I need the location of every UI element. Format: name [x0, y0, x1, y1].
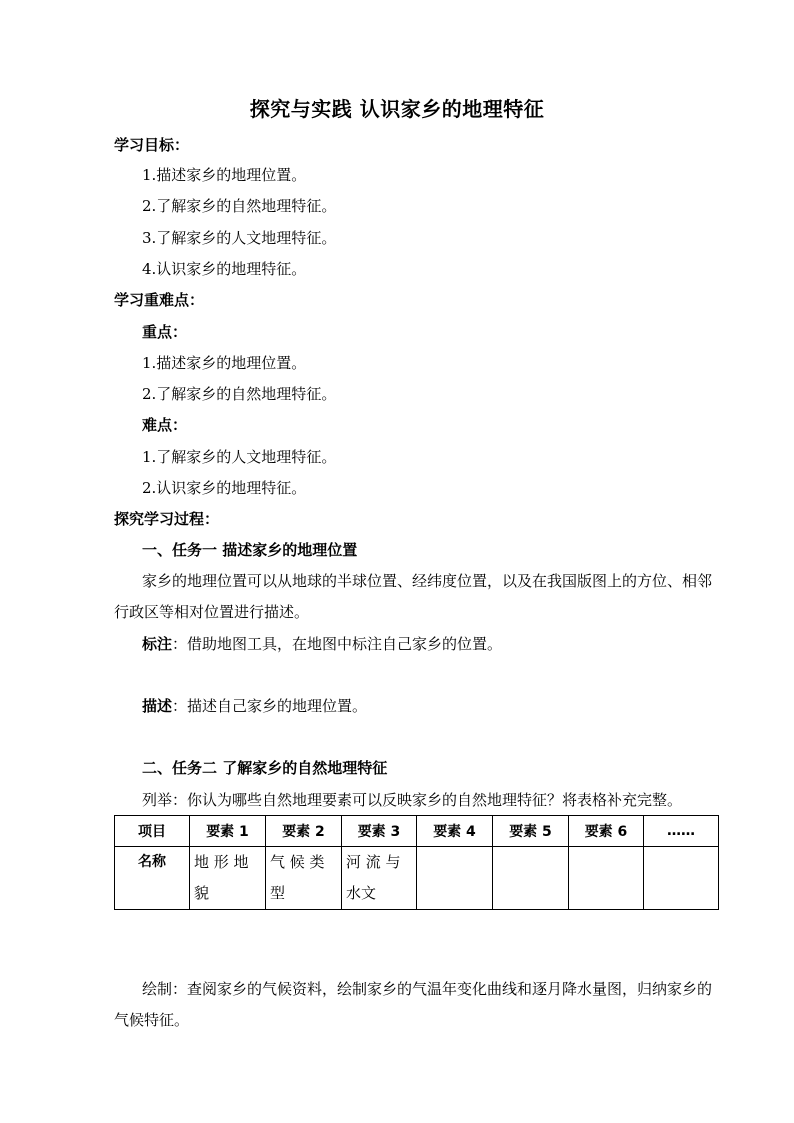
key-difficult-heading: 学习重难点： — [114, 291, 205, 309]
table-cell[interactable] — [644, 847, 719, 910]
table-cell[interactable] — [417, 847, 493, 910]
table-header-cell: 项目 — [115, 816, 190, 847]
describe-label: 描述 — [142, 697, 173, 715]
table-header-row — [115, 816, 719, 847]
table-cell[interactable] — [493, 847, 569, 910]
table-header-cell: 要素 1 — [190, 816, 266, 847]
task1-describe-line — [142, 695, 367, 717]
task1-heading: 一、任务一 描述家乡的地理位置 — [142, 541, 358, 559]
table-header-cell: 要素 4 — [417, 816, 493, 847]
task1-mark-line — [142, 633, 502, 655]
key-point-item: 1.描述家乡的地理位置。 — [142, 354, 307, 372]
key-point-item: 2.了解家乡的自然地理特征。 — [142, 385, 337, 403]
table-cell[interactable]: 河 流 与水文 — [342, 847, 417, 910]
table-header-cell: 要素 2 — [266, 816, 342, 847]
objective-item: 4.认识家乡的地理特征。 — [142, 260, 307, 278]
task2-heading: 二、任务二 了解家乡的自然地理特征 — [142, 759, 388, 777]
objective-item: 1.描述家乡的地理位置。 — [142, 166, 307, 184]
task1-paragraph: 家乡的地理位置可以从地球的半球位置、经纬度位置，以及在我国版图上的方位、相邻行政区等相对位置进行描述。 — [114, 572, 713, 621]
describe-text: ：描述自己家乡的地理位置。 — [172, 697, 368, 715]
table-header-cell: 要素 6 — [569, 816, 644, 847]
table-header-cell: 要素 5 — [493, 816, 569, 847]
mark-label: 标注 — [142, 635, 173, 653]
objective-item: 3.了解家乡的人文地理特征。 — [142, 229, 337, 247]
process-heading: 探究学习过程： — [114, 510, 220, 528]
key-points-label: 重点： — [142, 323, 188, 341]
table-cell[interactable]: 地 形 地貌 — [190, 847, 266, 910]
table-cell[interactable] — [569, 847, 644, 910]
table-header-cell: …… — [644, 816, 719, 847]
difficult-point-item: 1.了解家乡的人文地理特征。 — [142, 448, 337, 466]
table-cell[interactable]: 气 候 类型 — [266, 847, 342, 910]
elements-table — [114, 815, 719, 910]
objective-item: 2.了解家乡的自然地理特征。 — [142, 197, 337, 215]
task2-draw-text: 绘制：查阅家乡的气候资料，绘制家乡的气温年变化曲线和逐月降水量图，归纳家乡的气候特征。 — [114, 980, 713, 1029]
table-row — [115, 847, 719, 910]
table-header-cell: 要素 3 — [342, 816, 417, 847]
difficult-points-label: 难点： — [142, 416, 188, 434]
mark-text: ：借助地图工具，在地图中标注自己家乡的位置。 — [172, 635, 503, 653]
difficult-point-item: 2.认识家乡的地理特征。 — [142, 479, 307, 497]
table-row-label: 名称 — [115, 847, 190, 910]
objectives-heading: 学习目标： — [114, 136, 190, 154]
document-title: 探究与实践 认识家乡的地理特征 — [249, 97, 545, 121]
task2-list-text: 列举：你认为哪些自然地理要素可以反映家乡的自然地理特征？将表格补充完整。 — [142, 791, 683, 809]
